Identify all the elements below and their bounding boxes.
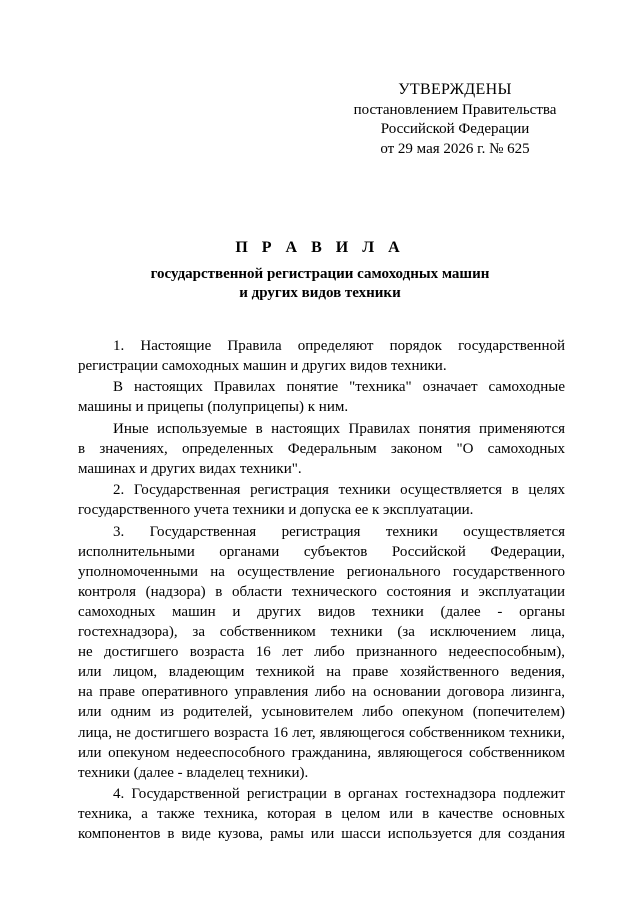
paragraph-line: регистрации самоходных машин и других видов техники. xyxy=(78,358,447,375)
paragraph-line: государственного учета техники и допуска ее к эксплуатации. xyxy=(78,502,474,519)
approval-heading: УТВЕРЖДЕНЫ xyxy=(398,81,512,98)
paragraph-line: 4. Государственной регистрации в органах гостехнадзора подлежит xyxy=(113,786,565,802)
paragraph xyxy=(78,377,565,417)
approval-line: Российской Федерации xyxy=(380,121,530,137)
paragraph xyxy=(78,419,565,479)
paragraph-line: контроля (надзора) в области технического состояния и эксплуатации xyxy=(78,583,565,600)
paragraph-line: или опекуном недееспособного гражданина, являющегося собственником xyxy=(78,744,565,761)
paragraph-line: не достигшего возраста 16 лет либо признанного недееспособным), xyxy=(78,644,565,661)
paragraph-line: исполнительными органами субъектов Российской Федерации, xyxy=(78,543,565,560)
subtitle-line: государственной регистрации самоходных машин xyxy=(150,266,490,282)
paragraph-line: техника, а также техника, которая в целом или в качестве основных xyxy=(78,806,565,823)
paragraph-line: В настоящих Правилах понятие "техника" означает самоходные xyxy=(113,379,565,396)
paragraph xyxy=(78,480,565,520)
approval-line: от 29 мая 2026 г. № 625 xyxy=(380,140,530,157)
paragraph-line: или одним из родителей, усыновителем либо опекуном (попечителем) xyxy=(78,704,565,721)
paragraph-line: компонентов в виде кузова, рамы или шасси используется для создания xyxy=(78,826,565,843)
paragraph-line: гостехнадзора), за собственником техники (за исключением лица, xyxy=(78,624,565,641)
document-title: П Р А В И Л А xyxy=(235,239,405,256)
approval-line: постановлением Правительства xyxy=(353,101,557,118)
paragraph xyxy=(78,336,565,376)
paragraph-line: машины и прицепы (полуприцепы) к ним. xyxy=(78,399,349,416)
document-body xyxy=(78,336,565,845)
paragraph-line: 3. Государственная регистрация техники осуществляется xyxy=(113,523,565,540)
paragraph-line: в значениях, определенных Федеральным законом "О самоходных xyxy=(78,440,565,457)
paragraph-line: или лицом, владеющим техникой на праве хозяйственного ведения, xyxy=(78,664,565,681)
subtitle-line: и других видов техники xyxy=(239,285,401,301)
paragraph-line: уполномоченными на осуществление регионального государственного xyxy=(78,563,565,580)
paragraph xyxy=(78,522,565,783)
paragraph-line: техники (далее - владелец техники). xyxy=(78,764,309,781)
paragraph-line: 1. Настоящие Правила определяют порядок государственной xyxy=(113,338,565,354)
paragraph-line: самоходных машин и других видов техники (далее - органы xyxy=(78,603,565,620)
paragraph xyxy=(78,784,565,844)
paragraph-line: машинах и других видах техники". xyxy=(78,460,302,477)
paragraph-line: лица, не достигшего возраста 16 лет, являющегося собственником техники, xyxy=(78,724,565,741)
paragraph-line: на праве оперативного управления либо на основании договора лизинга, xyxy=(78,684,565,701)
approval-stamp xyxy=(330,80,580,159)
paragraph-line: Иные используемые в настоящих Правилах понятия применяются xyxy=(113,420,565,437)
document-subtitle xyxy=(0,265,640,303)
paragraph-line: 2. Государственная регистрация техники осуществляется в целях xyxy=(113,482,565,499)
